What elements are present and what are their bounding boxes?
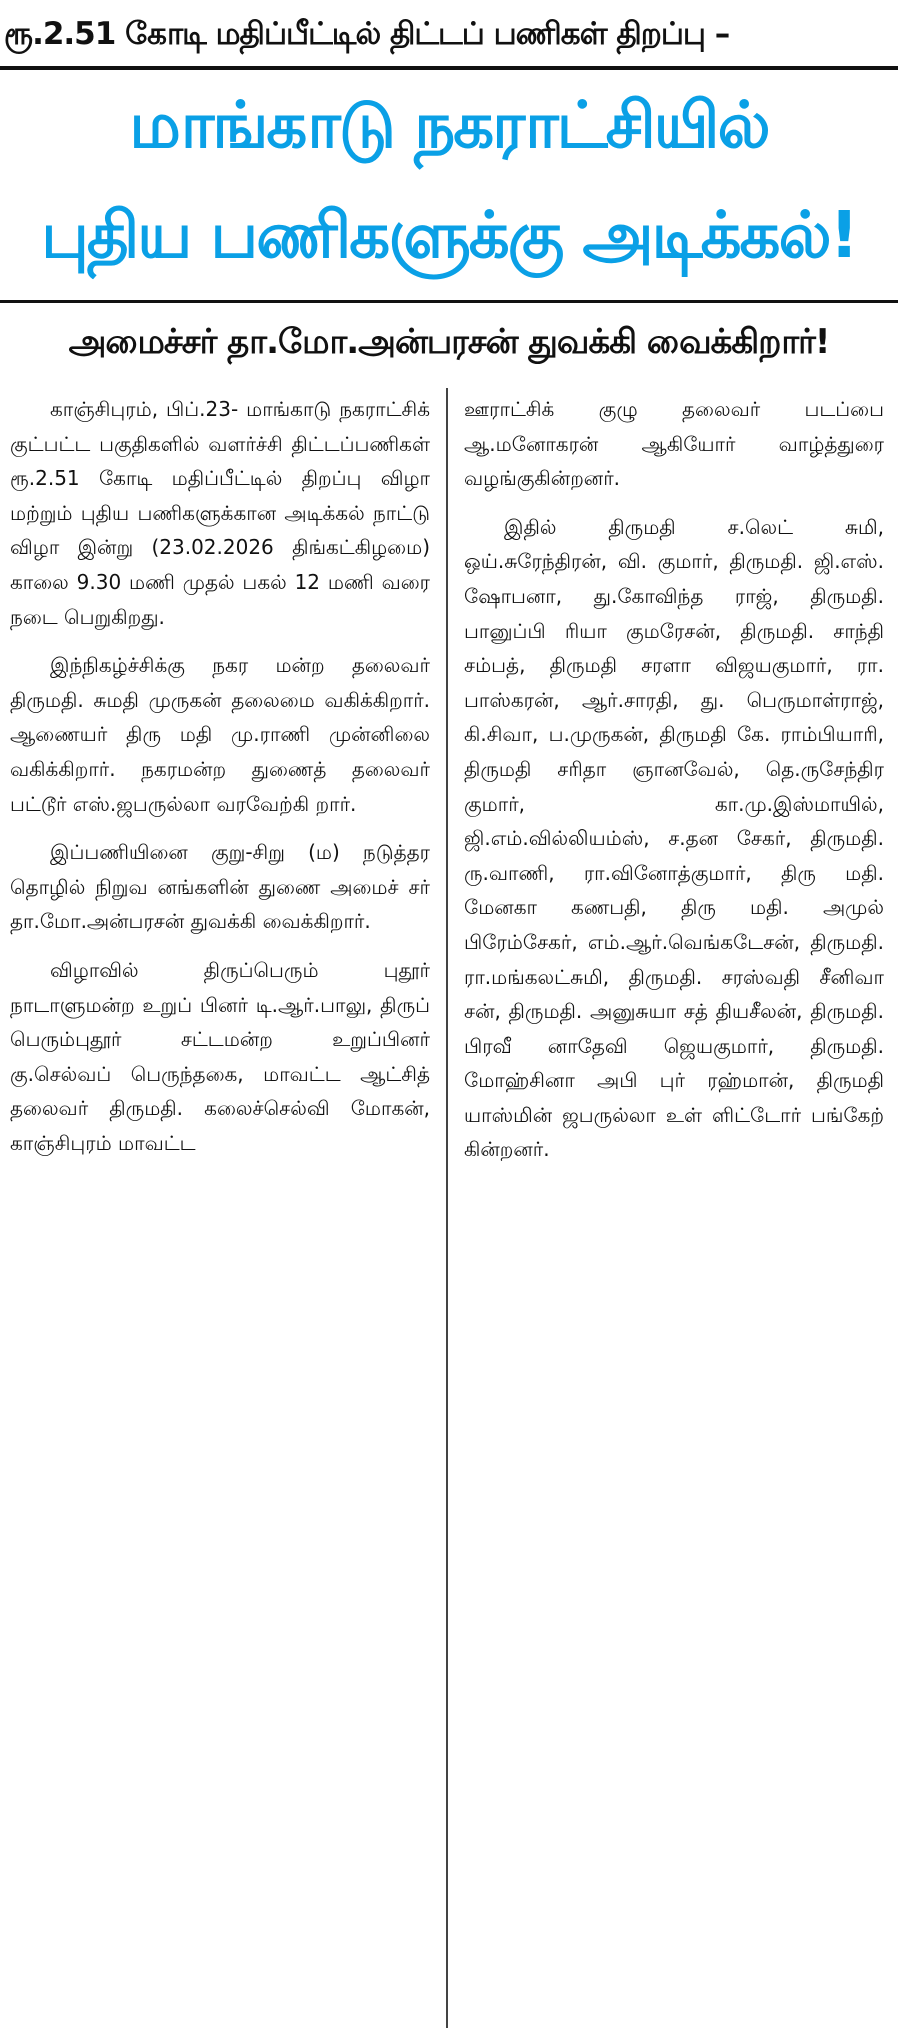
kicker-divider <box>0 66 898 70</box>
subhead-divider <box>0 300 898 303</box>
article-column-left <box>10 392 430 2028</box>
article-paragraph: காஞ்சிபுரம், பிப்.23- மாங்காடு நகராட்சிக் குட்பட்ட பகுதிகளில் வளர்ச்சி திட்டப்பணிகள் ரூ.2.51 கோடி மதிப்பீட்டில் திறப்பு விழா மற்றும் புதிய பணிகளுக்கான அடிக்கல் நாட்டு விழா இன்று (23.02.2026 திங்கட்கிழமை) காலை 9.30 மணி முதல் பகல் 12 மணி வரை நடை பெறுகிறது. <box>10 397 430 629</box>
article-paragraph: இந்நிகழ்ச்சிக்கு நகர மன்ற தலைவர் திருமதி. சுமதி முருகன் தலைமை வகிக்கிறார். ஆணையர் திரு மதி மு.ராணி முன்னிலை வகிக்கிறார். நகரமன்ற துணைத் தலைவர் பட்டூர் எஸ்.ஜபருல்லா வரவேற்கி றார். <box>10 653 430 816</box>
article-paragraph: ஊராட்சிக் குழு தலைவர் படப்பை ஆ.மனோகரன் ஆகியோர் வாழ்த்துரை வழங்குகின்றனர். <box>464 397 884 491</box>
headline-line-1: மாங்காடு நகராட்சியில் <box>129 89 769 163</box>
article-paragraph: இப்பணியினை குறு-சிறு (ம) நடுத்தர தொழில் நிறுவ னங்களின் துணை அமைச் சர் தா.மோ.அன்பரசன் துவக்கி வைக்கிறார். <box>10 840 430 934</box>
article-paragraph: இதில் திருமதி ச.லெட் சுமி, ஒய்.சுரேந்திரன், வி. குமார், திருமதி. ஜி.எஸ். ஷோபனா, து.கோவிந்த ராஜ், திருமதி. பானுப்பி ரியா குமரேசன், திருமதி. சாந்தி சம்பத், திருமதி சரளா விஜயகுமார், ரா. பாஸ்கரன், ஆர்.சாரதி, து. பெருமாள்ராஜ், கி.சிவா, ப.முருகன், திருமதி கே. ராம்பியாரி, திருமதி சரிதா ஞானவேல், தெ.ருசேந்திர குமார், கா.மு.இஸ்மாயில், ஜி.எம்.வில்லியம்ஸ், ச.தன சேகர், திருமதி. ரு.வாணி, ரா.வினோத்குமார், திரு மதி. மேனகா கணபதி, திரு மதி. அமுல் பிரேம்சேகர், எம்.ஆர்.வெங்கடேசன், திருமதி. ரா.மங்கலட்சுமி, திருமதி. சரஸ்வதி சீனிவா சன், திருமதி. அனுசுயா சத் தியசீலன், திருமதி. பிரவீ னாதேவி ஜெயகுமார், திருமதி. மோஹ்சினா அபி புர் ரஹ்மான், திருமதி யாஸ்மின் ஜபருல்லா உள் ளிட்டோர் பங்கேற் கின்றனர். <box>464 514 884 1162</box>
kicker-line: ரூ.2.51 கோடி மதிப்பீட்டில் திட்டப் பணிகள் திறப்பு – <box>4 16 730 52</box>
article-column-right <box>464 392 884 2028</box>
article-paragraph: விழாவில் திருப்பெரும் புதூர் நாடாளுமன்ற உறுப் பினர் டி.ஆர்.பாலு, திருப் பெரும்புதூர் சட்டமன்ற உறுப்பினர் கு.செல்வப் பெருந்தகை, மாவட்ட ஆட்சித் தலைவர் திருமதி. கலைச்செல்வி மோகன், காஞ்சிபுரம் மாவட்ட <box>10 957 430 1155</box>
headline-line-2: புதிய பணிகளுக்கு அடிக்கல்! <box>41 199 857 273</box>
column-divider <box>446 388 448 2028</box>
subheadline: அமைச்சர் தா.மோ.அன்பரசன் துவக்கி வைக்கிறார்! <box>68 322 830 362</box>
